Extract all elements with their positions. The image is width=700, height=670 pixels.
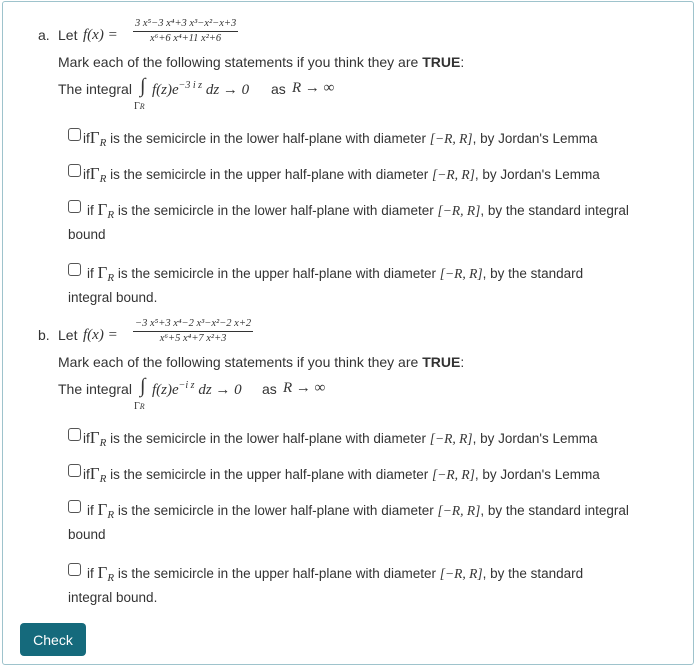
check-button[interactable]: Check xyxy=(20,623,86,656)
part-a-f-lhs: f(x) = xyxy=(83,27,118,43)
part-b-option-3-continuation: bound xyxy=(68,527,106,542)
part-a-integral-as: as xyxy=(271,81,286,97)
part-b-integral-symbol: ∫ xyxy=(140,375,146,397)
part-a-option-1-checkbox[interactable] xyxy=(68,128,81,141)
part-b-integral-as: as xyxy=(262,381,277,397)
part-a-option-1-label[interactable]: ifΓ$_R$ is the semicircle in the lower half-plane with diameter [−R, R], by Jordan's Lemma xyxy=(83,128,598,149)
part-b-numerator: −3 x⁵+3 x⁴−2 x³−x²−2 x+2 xyxy=(135,318,252,329)
part-b-denominator: x⁶+5 x⁴+7 x²+3 xyxy=(159,333,227,344)
part-a-integral-label: The integral xyxy=(58,81,132,97)
part-b-fraction xyxy=(133,318,253,345)
part-a-option-2-label[interactable]: ifΓ$_R$ is the semicircle in the upper half-plane with diameter [−R, R], by Jordan's Lemma xyxy=(83,164,600,185)
part-a-option-3-checkbox[interactable] xyxy=(68,200,81,213)
part-b-option-3-checkbox[interactable] xyxy=(68,500,81,513)
part-a-option-4-continuation: integral bound. xyxy=(68,290,158,305)
part-b-option-1-checkbox[interactable] xyxy=(68,428,81,441)
part-b-option-2-checkbox[interactable] xyxy=(68,464,81,477)
part-a-integral-limit: R → ∞ xyxy=(292,80,335,96)
part-b-integral-label: The integral xyxy=(58,381,132,397)
part-a-integrand: $f(z)e^{-3 i z}$ dz → 0 xyxy=(152,80,250,98)
part-a-integral-symbol: ∫ xyxy=(140,75,146,97)
part-b-option-2-label[interactable]: ifΓ$_R$ is the semicircle in the upper half-plane with diameter [−R, R], by Jordan's Lemma xyxy=(83,464,600,485)
part-a-option-3-label[interactable]: if $\Gamma_R$ is the semicircle in the lower half-plane with diameter [−R, R], by the standard integral xyxy=(87,200,629,221)
part-a-letter: a. xyxy=(38,27,50,43)
part-a-option-2-checkbox[interactable] xyxy=(68,164,81,177)
part-a-numerator: 3 x⁵−3 x⁴+3 x³−x²−x+3 xyxy=(135,18,237,29)
part-b-option-4-label[interactable]: if $\Gamma_R$ is the semicircle in the upper half-plane with diameter [−R, R], by the standard xyxy=(87,563,584,584)
part-b-instruction: Mark each of the following statements if you think they are TRUE: xyxy=(58,354,465,370)
part-a-integral-contour: ΓR xyxy=(134,101,145,112)
part-a-fraction xyxy=(133,18,238,45)
part-a-option-4-checkbox[interactable] xyxy=(68,263,81,276)
part-b-option-3-label[interactable]: if $\Gamma_R$ is the semicircle in the lower half-plane with diameter [−R, R], by the standard integral xyxy=(87,500,629,521)
part-a-option-3-continuation: bound xyxy=(68,227,106,242)
part-b-integral-contour: ΓR xyxy=(134,401,145,412)
part-b-integral-limit: R → ∞ xyxy=(283,380,326,396)
part-b-option-4-continuation: integral bound. xyxy=(68,590,158,605)
part-b-option-1-label[interactable]: ifΓ$_R$ is the semicircle in the lower half-plane with diameter [−R, R], by Jordan's Lemma xyxy=(83,428,598,449)
part-b-let: Let xyxy=(58,327,78,343)
part-a-option-4-label[interactable]: if $\Gamma_R$ is the semicircle in the upper half-plane with diameter [−R, R], by the standard xyxy=(87,263,584,284)
part-b-letter: b. xyxy=(38,327,50,343)
part-a-instruction: Mark each of the following statements if you think they are TRUE: xyxy=(58,54,465,70)
part-a-let: Let xyxy=(58,27,78,43)
part-b-integrand: $f(z)e^{-i z}$ dz → 0 xyxy=(152,380,242,398)
part-b-f-lhs: f(x) = xyxy=(83,327,118,343)
part-a-denominator: x⁶+6 x⁴+11 x²+6 xyxy=(150,33,222,44)
part-b-option-4-checkbox[interactable] xyxy=(68,563,81,576)
